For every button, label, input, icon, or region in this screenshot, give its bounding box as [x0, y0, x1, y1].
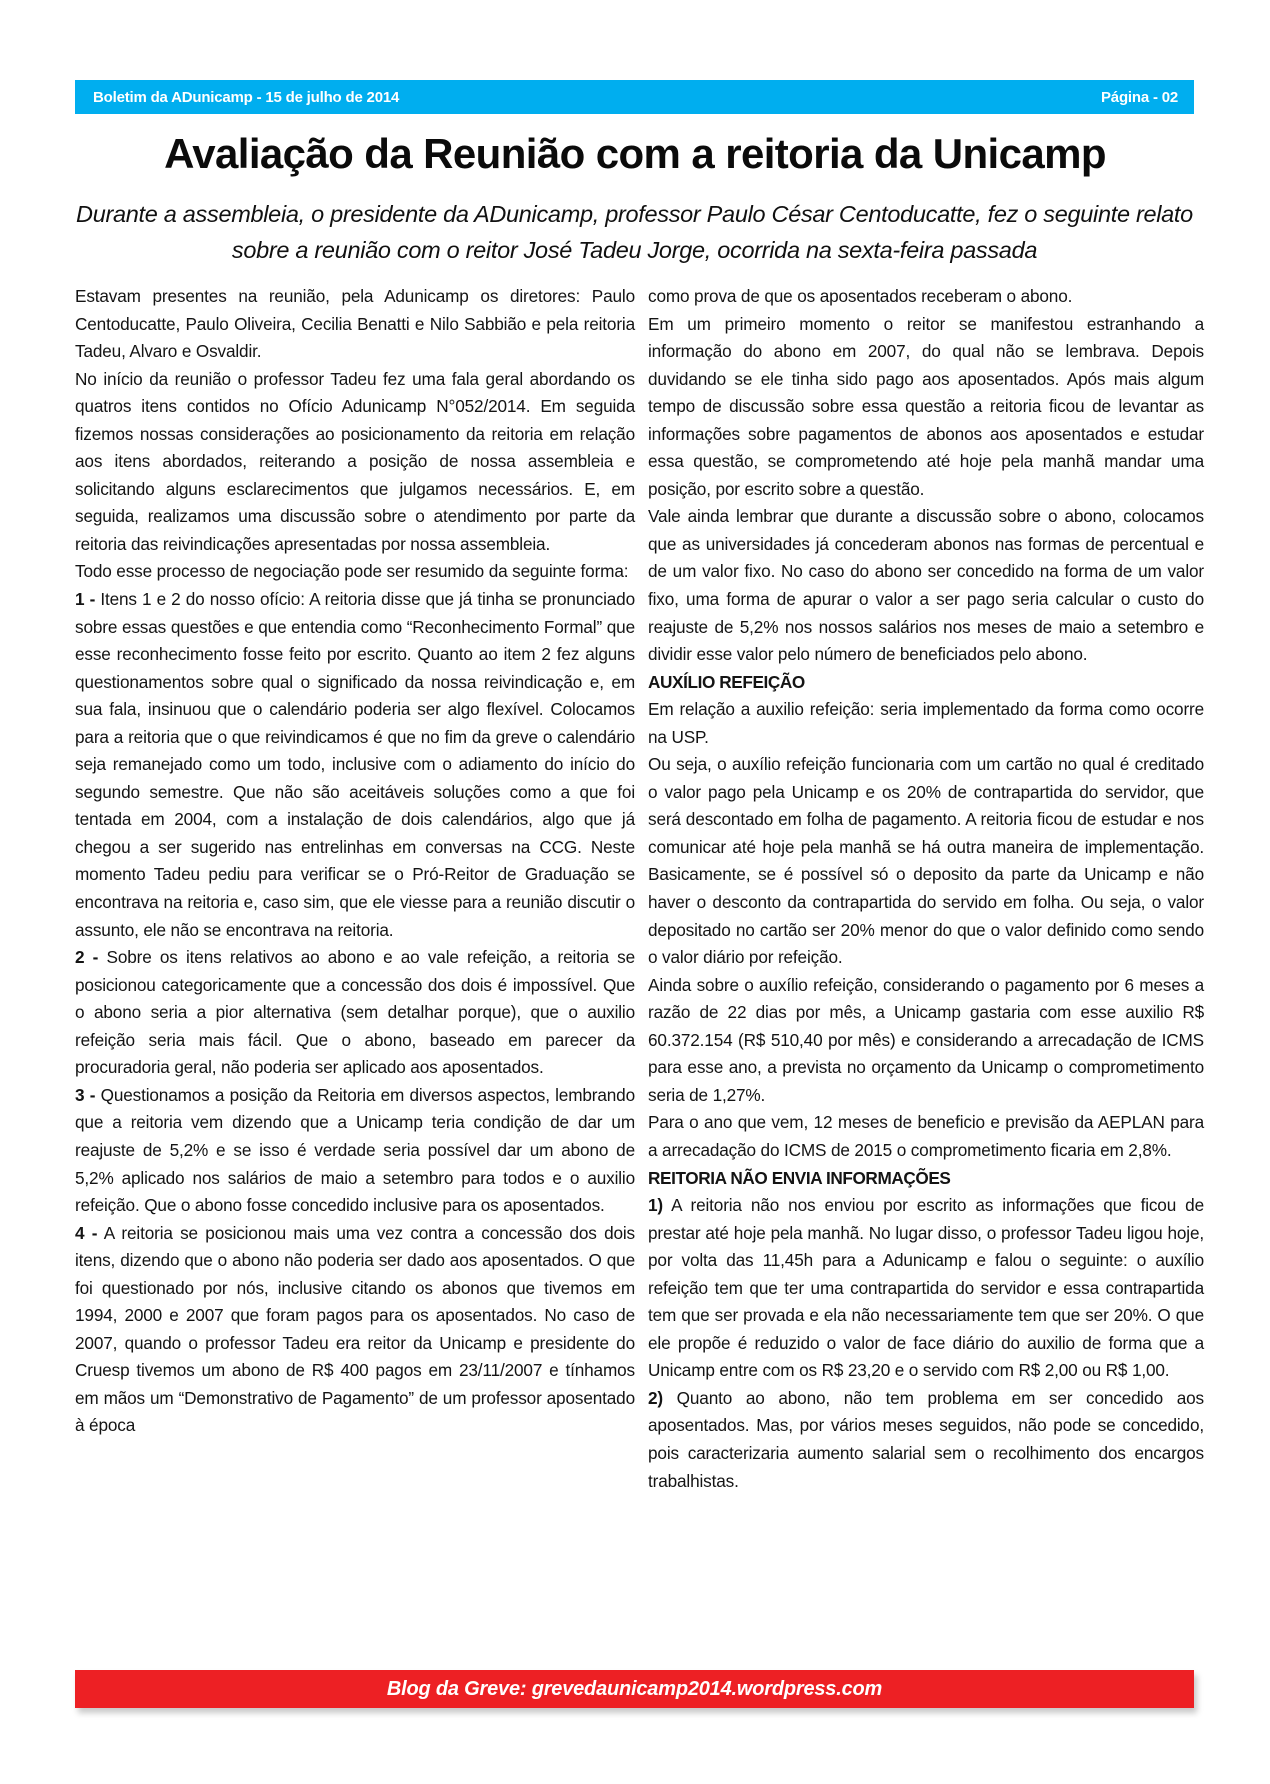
- bulletin-issue-label: Boletim da ADunicamp - 15 de julho de 2014: [93, 88, 400, 106]
- page-number-label: Página - 02: [1101, 88, 1178, 106]
- item-number: 3 -: [75, 1084, 96, 1105]
- item-number: 4 -: [75, 1222, 98, 1243]
- paragraph: como prova de que os aposentados receberam o abono.: [648, 286, 1073, 306]
- paragraph: Para o ano que vem, 12 meses de beneficio e previsão da AEPLAN para a arrecadação do ICMS de 2015 o comprometimento ficaria em 2,8%.: [648, 1112, 1204, 1160]
- item-number: 2): [648, 1387, 663, 1408]
- item-text: A reitoria se posicionou mais uma vez contra a concessão dos dois itens, dizendo que o abono não poderia ser dado aos aposentados. O que foi questionado por nós, inclusive citando os abonos que tivemos em 1994, 2000 e 2007 que foram pagos para os aposentados. No caso de 2007, quando o professor Tadeu era reitor da Unicamp e presidente do Cruesp tivemos um abono de R$ 400 pagos em 23/11/2007 e tínhamos em mãos um “Demonstrativo de Pagamento” de um professor aposentado à época: [75, 1222, 635, 1436]
- paragraph: Em um primeiro momento o reitor se manifestou estranhando a informação do abono em 2007, do qual não se lembrava. Depois duvidando se ele tinha sido pago aos aposentados. Após mais algum tempo de discussão sobre essa questão a reitoria ficou de levantar as informações sobre pagamentos de abonos aos aposentados e estudar essa questão, se comprometendo até hoje pela manhã mandar uma posição, por escrito sobre a questão.: [648, 313, 1204, 499]
- item-number: 1): [648, 1195, 663, 1216]
- article-title: Avaliação da Reunião com a reitoria da Unicamp: [164, 130, 1106, 177]
- article-subtitle: Durante a assembleia, o presidente da ADunicamp, professor Paulo César Centoducatte, fez o seguinte relato sobre a reunião com o reitor José Tadeu Jorge, ocorrida na sexta-feira passada: [76, 201, 1193, 263]
- item-text: Itens 1 e 2 do nosso ofício: A reitoria disse que já tinha se pronunciado sobre essas questões e que entendia como “Reconhecimento Formal” que esse reconhecimento fosse feito por escrito. Quanto ao item 2 fez alguns questionamentos sobre qual o significado da nossa reivindicação e, em sua fala, insinuou que o calendário poderia ser algo flexível. Colocamos para a reitoria que o que reivindicamos é que no fim da greve o calendário seja remanejado como um todo, inclusive com o adiamento do início do segundo semestre. Que não são aceitáveis soluções como a que foi tentada em 2004, com a instalação de dois calendários, algo que já chegou a ser sugerido nas entrelinhas em conversas na CCG. Neste momento Tadeu pediu para verificar se o Pró-Reitor de Graduação se encontrava na reitoria e, caso sim, que ele viesse para a reunião discutir o assunto, ele não se encontrava na reitoria.: [75, 589, 635, 940]
- numbered-item: [75, 1082, 635, 1220]
- article-right-column: [648, 283, 1204, 1495]
- numbered-item: [75, 1220, 635, 1440]
- blog-footer-bar: [75, 1670, 1194, 1708]
- item-text: Questionamos a posição da Reitoria em diversos aspectos, lembrando que a reitoria vem dizendo que a Unicamp teria condição de dar um reajuste de 5,2% e se isso é verdade seria possível dar um abono de 5,2% aplicado nos salários de maio a setembro para todos e o auxilio refeição. Que o abono fosse concedido inclusive para os aposentados.: [75, 1084, 635, 1216]
- paragraph: No início da reunião o professor Tadeu fez uma fala geral abordando os quatros itens contidos no Ofício Adunicamp N°052/2014. Em seguida fizemos nossas considerações ao posicionamento da reitoria em relação aos itens abordados, reiterando a posição de nossa assembleia e solicitando alguns esclarecimentos que julgamos necessários. E, em seguida, realizamos uma discussão sobre o atendimento por parte da reitoria das reivindicações apresentadas por nossa assembleia.: [75, 368, 635, 554]
- numbered-item: [648, 1385, 1204, 1495]
- blog-link-text: Blog da Greve: grevedaunicamp2014.wordpress.com: [386, 1677, 883, 1700]
- item-number: 1 -: [75, 589, 96, 610]
- item-text: Sobre os itens relativos ao abono e ao vale refeição, a reitoria se posicionou categoricamente que a concessão dos dois é impossível. Que o abono seria a pior alternativa (sem detalhar porque), que o auxilio refeição seria mais fácil. Que o abono, baseado em parecer da procuradoria geral, não poderia ser aplicado aos aposentados.: [75, 947, 635, 1078]
- numbered-item: [648, 1192, 1204, 1385]
- bulletin-header-bar: [75, 80, 1194, 114]
- paragraph: Estavam presentes na reunião, pela Adunicamp os diretores: Paulo Centoducatte, Paulo Oliveira, Cecilia Benatti e Nilo Sabbião e pela reitoria Tadeu, Alvaro e Osvaldir.: [75, 286, 635, 362]
- numbered-item: [75, 586, 635, 944]
- paragraph: Vale ainda lembrar que durante a discussão sobre o abono, colocamos que as universidades já concederam abonos nas formas de percentual e de um valor fixo. No caso do abono ser concedido na forma de um valor fixo, uma forma de apurar o valor a ser pago seria calcular o custo do reajuste de 5,2% nos nossos salários nos meses de maio a setembro e dividir esse valor pelo número de beneficiados pelo abono.: [648, 506, 1204, 665]
- paragraph: Em relação a auxilio refeição: seria implementado da forma como ocorre na USP.: [648, 699, 1204, 747]
- section-heading-auxilio-refeicao: AUXÍLIO REFEIÇÃO: [648, 671, 805, 692]
- paragraph: Ainda sobre o auxílio refeição, considerando o pagamento por 6 meses a razão de 22 dias por mês, a Unicamp gastaria com esse auxilio R$ 60.372.154 (R$ 510,40 por mês) e considerando a arrecadação de ICMS para esse ano, a prevista no orçamento da Unicamp o comprometimento seria de 1,27%.: [648, 974, 1204, 1105]
- paragraph: Ou seja, o auxílio refeição funcionaria com um cartão no qual é creditado o valor pago pela Unicamp e os 20% de contrapartida do servidor, que será descontado em folha de pagamento. A reitoria ficou de estudar e nos comunicar até hoje pela manhã se há outra maneira de implementação. Basicamente, se é possível só o deposito da parte da Unicamp e não haver o desconto da contrapartida do servido em folha. Ou seja, o valor depositado no cartão ser 20% menor do que o valor definido como sendo o valor diário por refeição.: [648, 754, 1204, 968]
- article-left-column: [75, 283, 635, 1440]
- item-text: A reitoria não nos enviou por escrito as informações que ficou de prestar até hoje pela manhã. No lugar disso, o professor Tadeu ligou hoje, por volta das 11,45h para a Adunicamp e falou o seguinte: o auxílio refeição tem que ter uma contrapartida do servidor e essa contrapartida tem que ser provada e ela não necessariamente tem que ser 20%. O que ele propõe é reduzido o valor de face diário do auxilio de forma que a Unicamp entre com os R$ 23,20 e o servido com R$ 2,00 ou R$ 1,00.: [648, 1195, 1204, 1381]
- item-text: Quanto ao abono, não tem problema em ser concedido aos aposentados. Mas, por vários meses seguidos, não pode se concedido, pois caracterizaria aumento salarial sem o recolhimento dos encargos trabalhistas.: [648, 1387, 1204, 1491]
- item-number: 2 -: [75, 947, 99, 968]
- numbered-item: [75, 944, 635, 1082]
- paragraph: Todo esse processo de negociação pode ser resumido da seguinte forma:: [75, 561, 629, 582]
- section-heading-reitoria-nao-envia: REITORIA NÃO ENVIA INFORMAÇÕES: [648, 1167, 951, 1188]
